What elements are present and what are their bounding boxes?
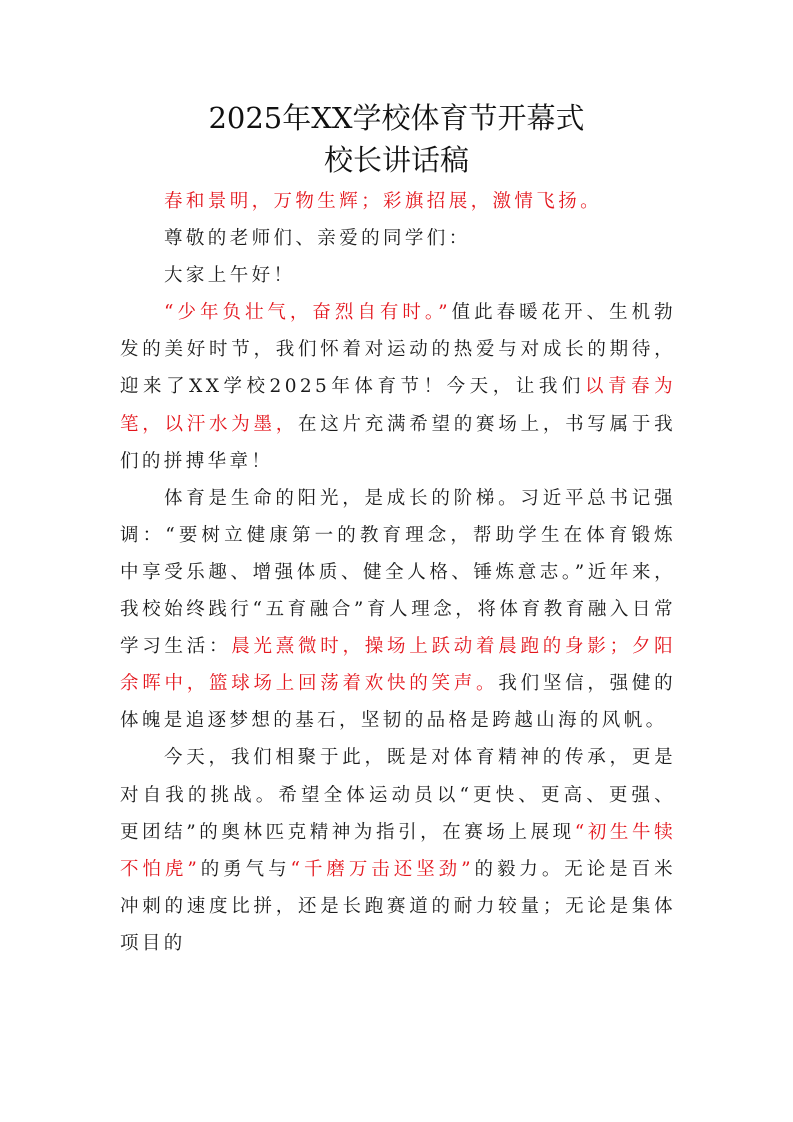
page-subtitle: 校长讲话稿 <box>323 143 469 177</box>
salutation: 尊敬的老师们、亲爱的同学们： <box>164 228 471 250</box>
document-body <box>120 183 676 962</box>
paragraph-text: 在这片充满希望的赛场上，书写属于我们的拼搏华章！ <box>120 413 676 472</box>
paragraph-text: 的勇气与 <box>200 858 291 880</box>
quote-highlight: “少年负壮气，奋烈自有时。” <box>164 302 452 324</box>
motto-line: 春和景明，万物生辉；彩旗招展，激情飞扬。 <box>164 191 603 212</box>
quote-highlight: “千磨万击还坚劲” <box>290 858 474 880</box>
paragraph-2 <box>120 480 676 740</box>
paragraph-text: 今天，我们相聚于此，既是对体育精神的传承，更是对自我的挑战。希望全体运动员以“更快、更高、更强、更团结”的奥林匹克精神为指引，在赛场上展现 <box>120 747 676 843</box>
page-title: 2025年XX学校体育节开幕式 <box>208 101 585 135</box>
paragraph-1 <box>120 294 676 479</box>
paragraph-3 <box>120 739 676 962</box>
highlight-text: 晨光熹微时，操场上跃动着晨跑的身影；夕阳余晖中，篮球场上回荡着欢快的笑声。 <box>120 636 676 695</box>
paragraph-text: 体育是生命的阳光，是成长的阶梯。习近平总书记强调：“要树立健康第一的教育理念，帮助学生在体育锻炼中享受乐趣、增强体质、健全人格、锤炼意志。”近年来，我校始终践行“五育融合”育人理念，将体育教育融入日常学习生活： <box>120 487 676 658</box>
paragraph-text: 的毅力。无论是百米冲刺的速度比拼，还是长跑赛道的耐力较量；无论是集体项目的 <box>120 858 676 954</box>
greeting: 大家上午好！ <box>164 265 296 287</box>
paragraph-text: 我们坚信，强健的体魄是追逐梦想的基石，坚韧的品格是跨越山海的风帆。 <box>120 673 676 732</box>
highlight-text: 以青春为笔，以汗水为墨， <box>120 376 676 435</box>
paragraph-text: 值此春暖花开、生机勃发的美好时节，我们怀着对运动的热爱与对成长的期待，迎来了XX学校2025年体育节！今天，让我们 <box>120 302 676 398</box>
quote-highlight: “初生牛犊不怕虎” <box>120 821 676 880</box>
